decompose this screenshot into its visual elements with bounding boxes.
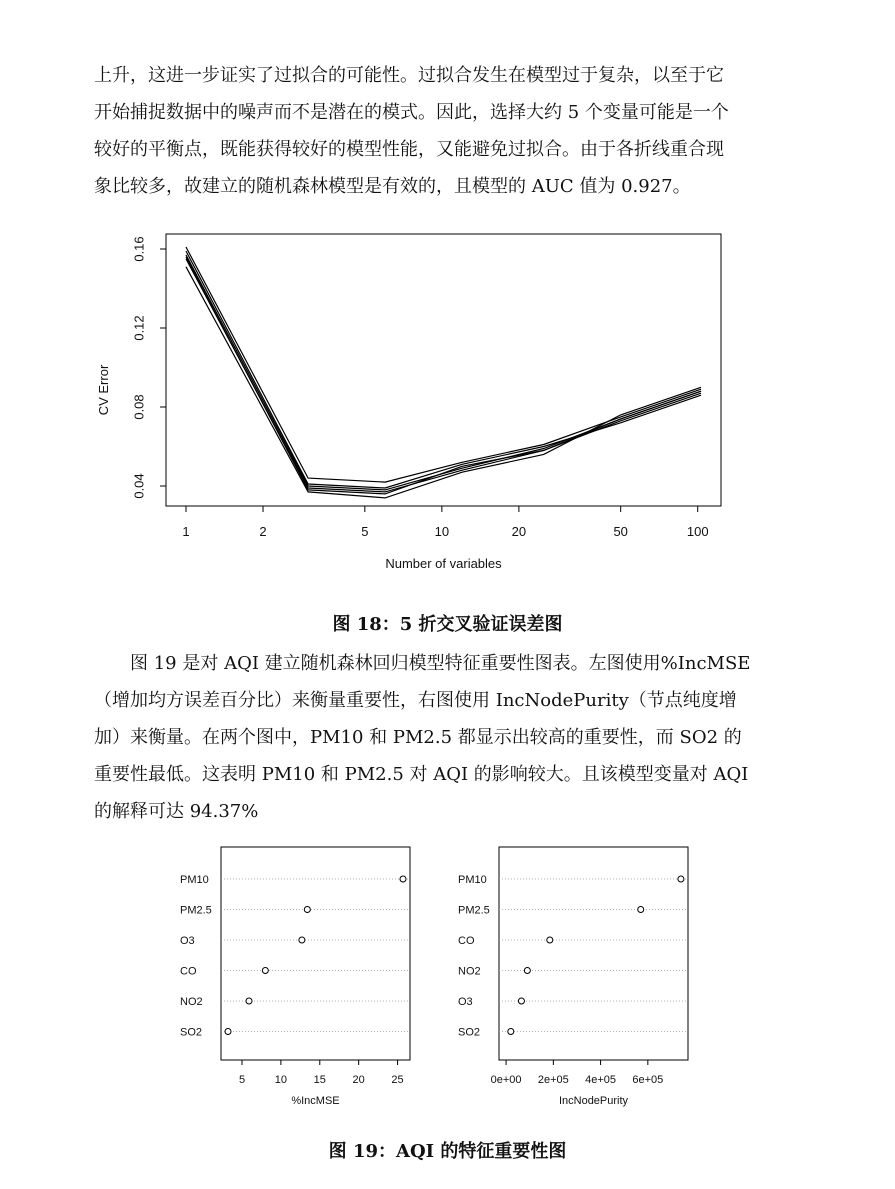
text-line: 开始捕捉数据中的噪声而不是潜在的模式。因此，选择大约 5 个变量可能是一个 (94, 102, 729, 123)
x-tick-label: 10 (274, 1074, 288, 1086)
category-label: PM2.5 (180, 904, 212, 917)
x-axis-title: %IncMSE (291, 1095, 340, 1107)
x-axis-title: IncNodePurity (558, 1095, 629, 1107)
importance-point (678, 876, 684, 882)
plot-frame (499, 847, 688, 1060)
category-label: PM2.5 (458, 904, 490, 917)
x-tick-label: 20 (511, 524, 527, 539)
x-tick-label: 6e+05 (632, 1074, 664, 1086)
x-tick-label: 25 (391, 1074, 404, 1086)
text-line: 较好的平衡点，既能获得较好的模型性能，又能避免过拟合。由于各折线重合现 (94, 139, 724, 160)
x-tick-label: 15 (313, 1074, 326, 1086)
y-tick-label: 0.08 (131, 394, 147, 420)
importance-point (518, 998, 524, 1004)
importance-point (508, 1029, 514, 1035)
importance-point (299, 937, 305, 943)
series-line-fold4 (186, 267, 701, 498)
plot-frame (166, 234, 721, 506)
x-tick-label: 20 (352, 1074, 365, 1086)
text-line: 象比较多，故建立的随机森林模型是有效的，且模型的 AUC 值为 0.927。 (94, 176, 691, 197)
x-tick-label: 10 (434, 524, 450, 539)
text-line: 重要性最低。这表明 PM10 和 PM2.5 对 AQI 的影响较大。且该模型变量对 AQI (94, 764, 749, 785)
importance-point (638, 907, 644, 913)
importance-point (304, 907, 310, 913)
x-tick-label: 2e+05 (537, 1074, 569, 1086)
figure-18-caption: 图 18：5 折交叉验证误差图 (332, 614, 563, 635)
y-tick-label: 0.12 (131, 315, 147, 341)
y-axis-title: CV Error (96, 364, 111, 416)
series-line-fold1 (186, 255, 701, 490)
x-tick-label: 100 (686, 524, 709, 539)
incmse-importance-chart (170, 838, 420, 1113)
category-label: NO2 (458, 965, 481, 978)
importance-point (225, 1029, 231, 1035)
category-label: SO2 (458, 1026, 481, 1039)
series-line-fold3 (186, 247, 701, 482)
x-tick-label: 2 (259, 524, 267, 539)
body-paragraph-2 (94, 645, 762, 830)
y-tick-label: 0.16 (131, 236, 147, 262)
y-tick-label: 0.04 (131, 473, 147, 499)
text-line: 加）来衡量。在两个图中，PM10 和 PM2.5 都显示出较高的重要性，而 SO2 的 (94, 727, 742, 748)
x-axis-title: Number of variables (385, 556, 502, 571)
text-line: 的解释可达 94.37% (94, 801, 259, 822)
category-label: SO2 (180, 1026, 203, 1039)
figure-19-caption: 图 19：AQI 的特征重要性图 (328, 1141, 567, 1162)
text-line: 图 19 是对 AQI 建立随机森林回归模型特征重要性图表。左图使用%IncMSE (94, 653, 751, 674)
category-label: O3 (458, 996, 473, 1008)
category-label: PM10 (458, 874, 487, 886)
x-tick-label: 1 (182, 524, 190, 539)
series-line-fold5 (186, 251, 701, 488)
category-label: PM10 (180, 874, 209, 886)
importance-point (400, 876, 406, 882)
x-tick-label: 4e+05 (585, 1074, 617, 1086)
importance-point (524, 968, 530, 974)
category-label: O3 (180, 935, 195, 947)
plot-frame (221, 847, 410, 1060)
incnodepurity-importance-chart (448, 838, 698, 1113)
text-line: 上升，这进一步证实了过拟合的可能性。过拟合发生在模型过于复杂，以至于它 (94, 65, 724, 86)
body-paragraph-1 (94, 57, 762, 205)
series-line-fold2 (186, 259, 701, 492)
x-tick-label: 0e+00 (490, 1074, 522, 1086)
category-label: CO (458, 935, 475, 947)
category-label: NO2 (180, 996, 203, 1008)
x-tick-label: 50 (613, 524, 628, 539)
category-label: CO (180, 965, 197, 978)
series-line-fold6 (186, 257, 701, 494)
text-line: （增加均方误差百分比）来衡量重要性，右图使用 IncNodePurity（节点纯度增 (94, 690, 737, 711)
importance-point (547, 937, 553, 943)
cv-error-chart (90, 222, 750, 587)
x-tick-label: 5 (361, 524, 369, 539)
importance-point (262, 968, 268, 974)
importance-point (246, 998, 252, 1004)
x-tick-label: 5 (238, 1074, 246, 1086)
